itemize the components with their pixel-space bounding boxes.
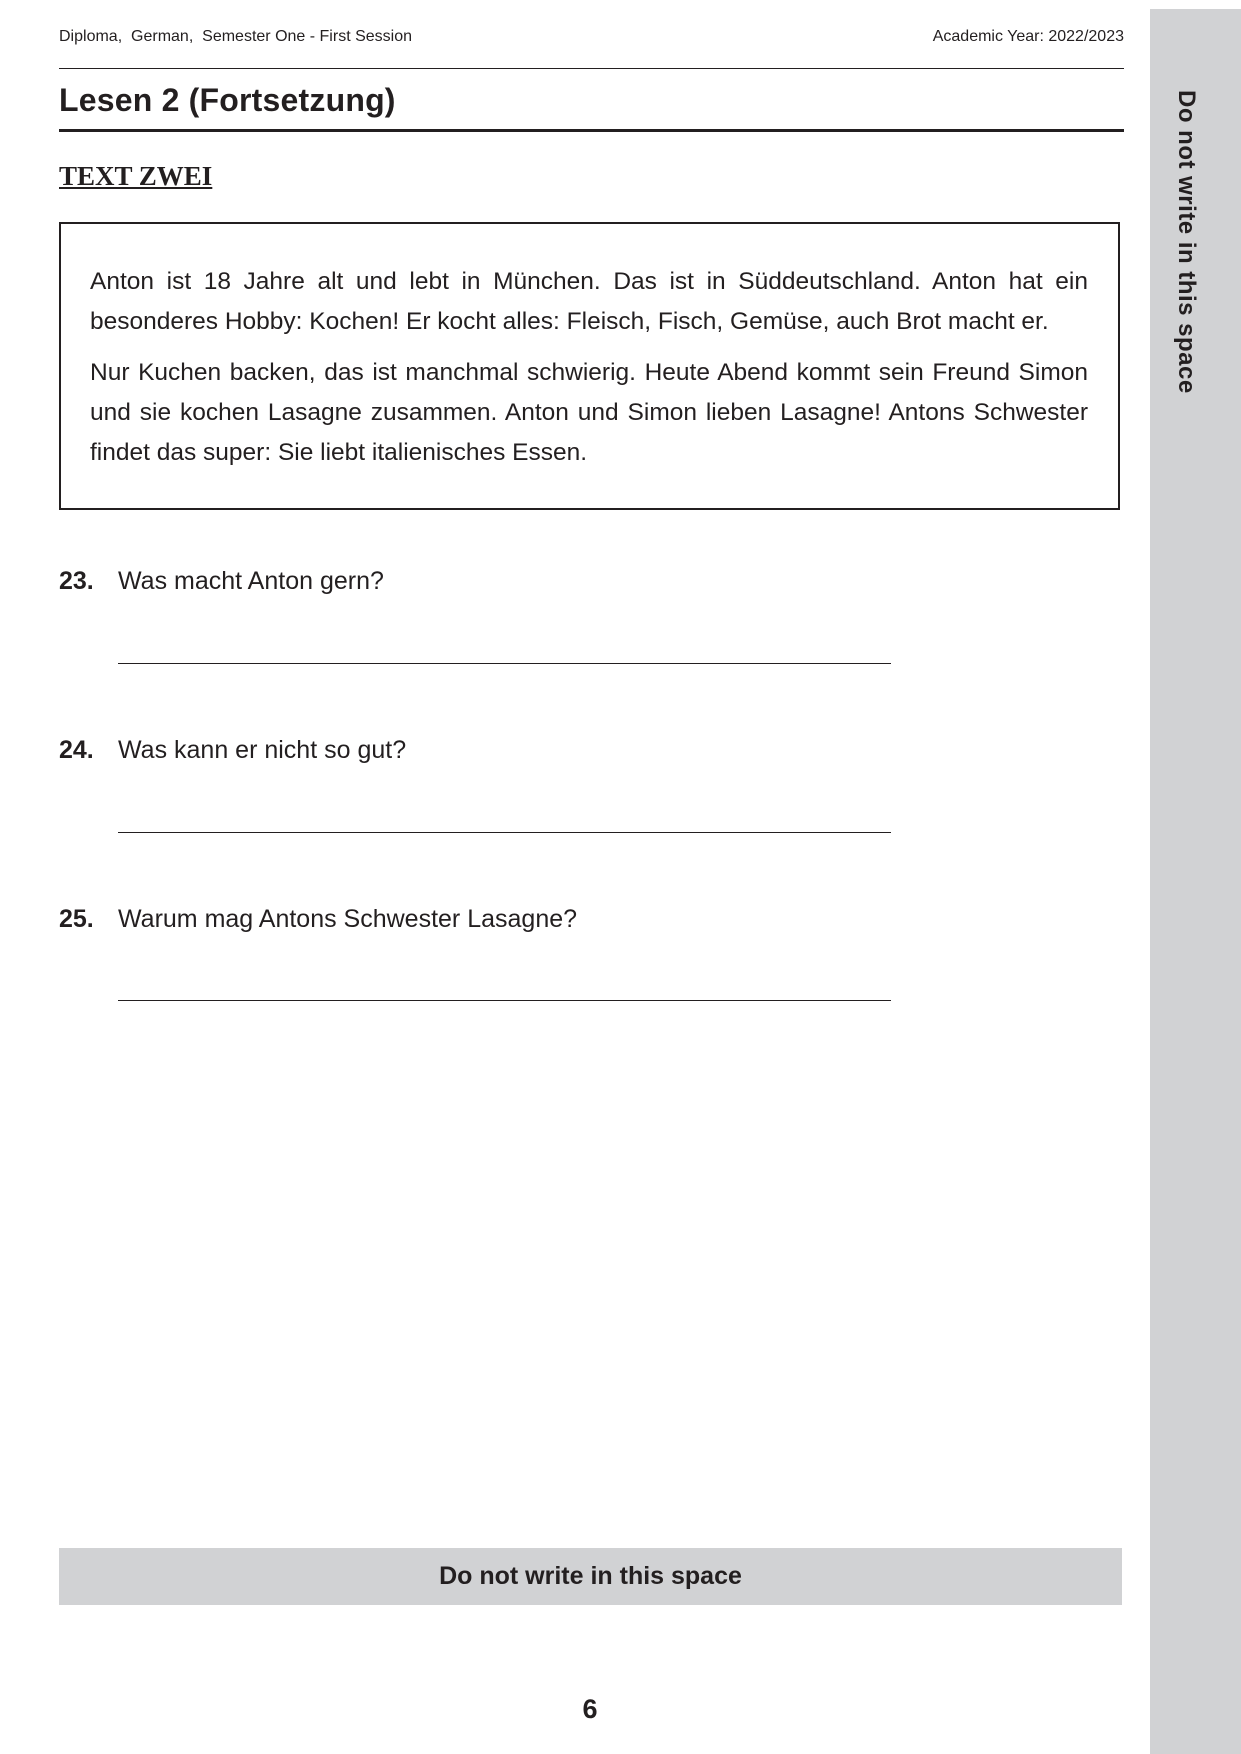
question-text: Warum mag Antons Schwester Lasagne?	[118, 905, 578, 933]
header-course-info: Diploma, German, Semester One - First Session	[59, 28, 412, 45]
side-notice-text: Do not write in this space	[1173, 90, 1200, 394]
reading-paragraph-2: Nur Kuchen backen, das ist manchmal schwierig. Heute Abend kommt sein Freund Simon und sie kochen Lasagne zusammen. Anton und Simon lieben Lasagne! Antons Schwester findet das super: Sie liebt italienisches Essen.	[90, 359, 1088, 466]
question-number: 25.	[59, 905, 94, 933]
header-divider	[59, 68, 1124, 69]
text-heading: TEXT ZWEI	[59, 161, 213, 191]
bottom-notice-text: Do not write in this space	[439, 1562, 742, 1590]
answer-line-23[interactable]	[118, 663, 891, 664]
answer-line-25[interactable]	[118, 1000, 891, 1001]
title-divider	[59, 129, 1124, 132]
question-number: 23.	[59, 567, 94, 595]
page-title: Lesen 2 (Fortsetzung)	[59, 82, 396, 118]
bottom-do-not-write-bar	[59, 1548, 1122, 1605]
answer-line-24[interactable]	[118, 832, 891, 833]
question-text: Was kann er nicht so gut?	[118, 736, 407, 764]
page-number: 6	[582, 1694, 598, 1724]
reading-paragraph-1: Anton ist 18 Jahre alt und lebt in München. Das ist in Süddeutschland. Anton hat ein besonderes Hobby: Kochen! Er kocht alles: Fleisch, Fisch, Gemüse, auch Brot macht er.	[90, 268, 1088, 335]
header-academic-year: Academic Year: 2022/2023	[932, 28, 1124, 45]
question-text: Was macht Anton gern?	[118, 567, 384, 595]
question-number: 24.	[59, 736, 94, 764]
reading-text-box	[59, 222, 1120, 510]
